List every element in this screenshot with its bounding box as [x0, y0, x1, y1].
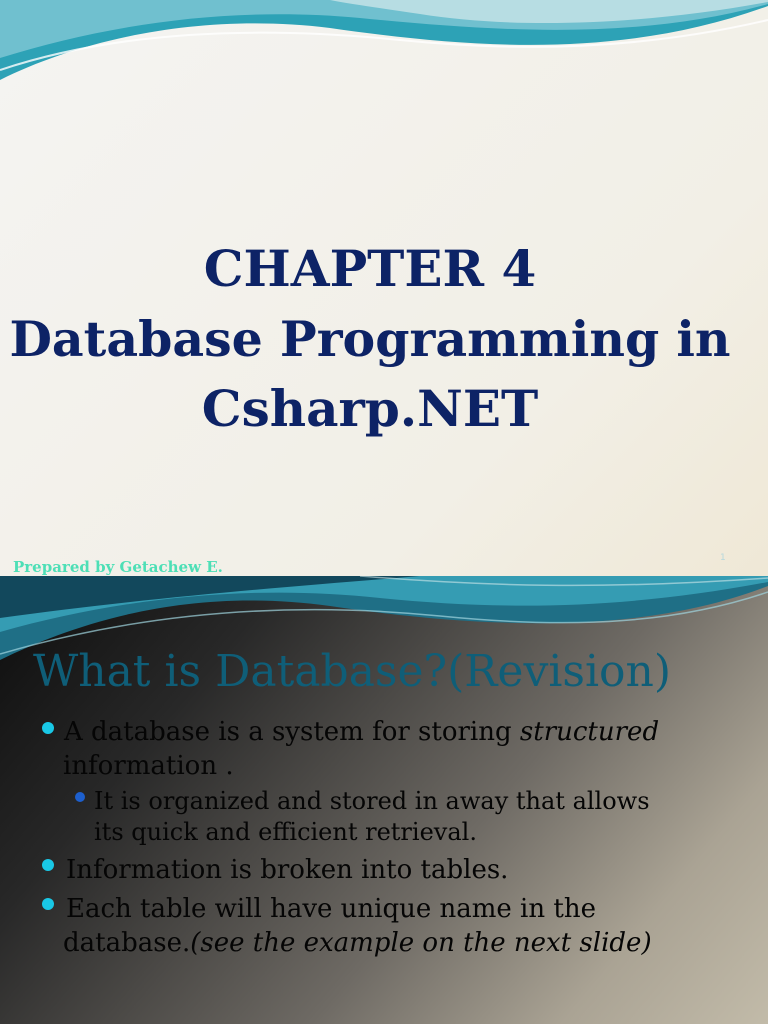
chapter-title — [0, 234, 740, 444]
wave-decoration — [0, 0, 768, 100]
title-line-3: Csharp.NET — [201, 379, 539, 438]
bullet-1-italic: structured — [519, 717, 660, 747]
bullet-3-italic: (see the example on the next slide) — [190, 928, 652, 958]
slide-title: What is Database?(Revision) — [33, 646, 672, 697]
subbullet-line-2: its quick and efficient retrieval. — [94, 818, 477, 846]
slide-number: 1 — [720, 553, 726, 563]
title-line-2: Database Programming in — [9, 310, 731, 368]
title-line-1: CHAPTER 4 — [203, 239, 537, 298]
content-slide — [0, 576, 768, 1024]
bullet-3-line-1: Each table will have unique name in the — [66, 894, 596, 924]
bullet-1-text: A database is a system for storing — [64, 717, 520, 747]
bullet-2-line-1: Information is broken into tables. — [66, 855, 509, 885]
subbullet-line-1: It is organized and stored in away that allows — [94, 787, 650, 815]
bullet-3-text: database. — [63, 928, 191, 958]
prepared-by-footer: Prepared by Getachew E. — [13, 558, 223, 576]
bullet-1-line-2: information . — [63, 751, 234, 781]
